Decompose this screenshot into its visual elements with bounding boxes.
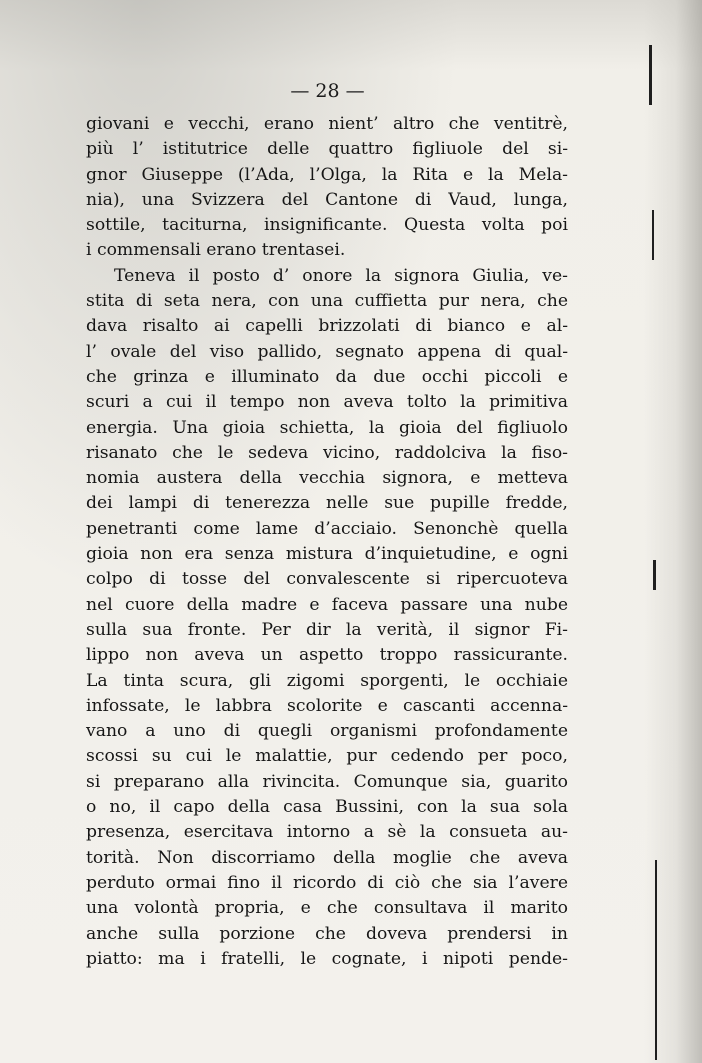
page-number: — 28 — — [290, 80, 365, 102]
text-line: vano a uno di quegli organismi profondamente — [86, 721, 568, 742]
text-line: una volontà propria, e che consultava il marito — [86, 898, 568, 919]
text-line: presenza, esercitava intorno a sè la consueta au- — [86, 822, 568, 843]
text-line: l’ ovale del viso pallido, segnato appena di qual- — [86, 341, 568, 362]
text-line: dava risalto ai capelli brizzolati di bianco e al- — [86, 316, 568, 337]
text-line: o no, il capo della casa Bussini, con la sua sola — [86, 797, 568, 818]
text-line: gioia non era senza mistura d’inquietudine, e ogni — [86, 544, 568, 565]
text-line: La tinta scura, gli zigomi sporgenti, le occhiaie — [86, 670, 568, 691]
text-line: scossi su cui le malattie, pur cedendo per poco, — [86, 746, 568, 767]
text-line: infossate, le labbra scolorite e cascanti accenna- — [86, 695, 568, 716]
text-line: stita di seta nera, con una cuffietta pur nera, che — [86, 291, 568, 312]
text-line: nomia austera della vecchia signora, e metteva — [86, 468, 568, 489]
text-line: piatto: ma i fratelli, le cognate, i nipoti pende- — [86, 948, 568, 969]
text-line: i commensali erano trentasei. — [86, 240, 346, 261]
text-line: dei lampi di tenerezza nelle sue pupille fredde, — [86, 493, 568, 514]
page-edge-mark — [652, 210, 654, 260]
text-line: che grinza e illuminato da due occhi piccoli e — [86, 366, 568, 387]
text-line: energia. Una gioia schietta, la gioia del figliuolo — [86, 417, 568, 438]
text-line: Teneva il posto d’ onore la signora Giulia, ve- — [114, 265, 568, 286]
text-line: giovani e vecchi, erano nient’ altro che ventitrè, — [86, 114, 568, 134]
text-line: risanato che le sedeva vicino, raddolciva la fiso- — [86, 442, 568, 463]
body-text — [86, 112, 568, 972]
text-line: sulla sua fronte. Per dir la verità, il signor Fi- — [86, 619, 568, 640]
text-line: colpo di tosse del convalescente si ripercuoteva — [86, 569, 568, 590]
text-line: gnor Giuseppe (l’Ada, l’Olga, la Rita e la Mela- — [86, 164, 568, 185]
text-line: perduto ormai fino il ricordo di ciò che sia l’avere — [86, 872, 568, 893]
text-line: nia), una Svizzera del Cantone di Vaud, lunga, — [86, 189, 568, 210]
text-line: più l’ istitutrice delle quattro figliuole del si- — [86, 139, 568, 160]
text-line: anche sulla porzione che doveva prendersi in — [86, 923, 568, 944]
page-edge-mark — [653, 560, 656, 590]
text-line: scuri a cui il tempo non aveva tolto la primitiva — [86, 392, 568, 413]
text-line: si preparano alla rivincita. Comunque sia, guarito — [86, 771, 568, 792]
text-line: torità. Non discorriamo della moglie che aveva — [86, 847, 568, 868]
text-line: sottile, taciturna, insignificante. Questa volta poi — [86, 215, 568, 236]
text-line: penetranti come lame d’acciaio. Senonchè quella — [86, 518, 568, 539]
text-line: lippo non aveva un aspetto troppo rassicurante. — [86, 645, 568, 666]
page-edge-shadow — [644, 0, 702, 1063]
text-line: nel cuore della madre e faceva passare una nube — [86, 594, 568, 615]
page-edge-mark — [655, 860, 657, 1060]
